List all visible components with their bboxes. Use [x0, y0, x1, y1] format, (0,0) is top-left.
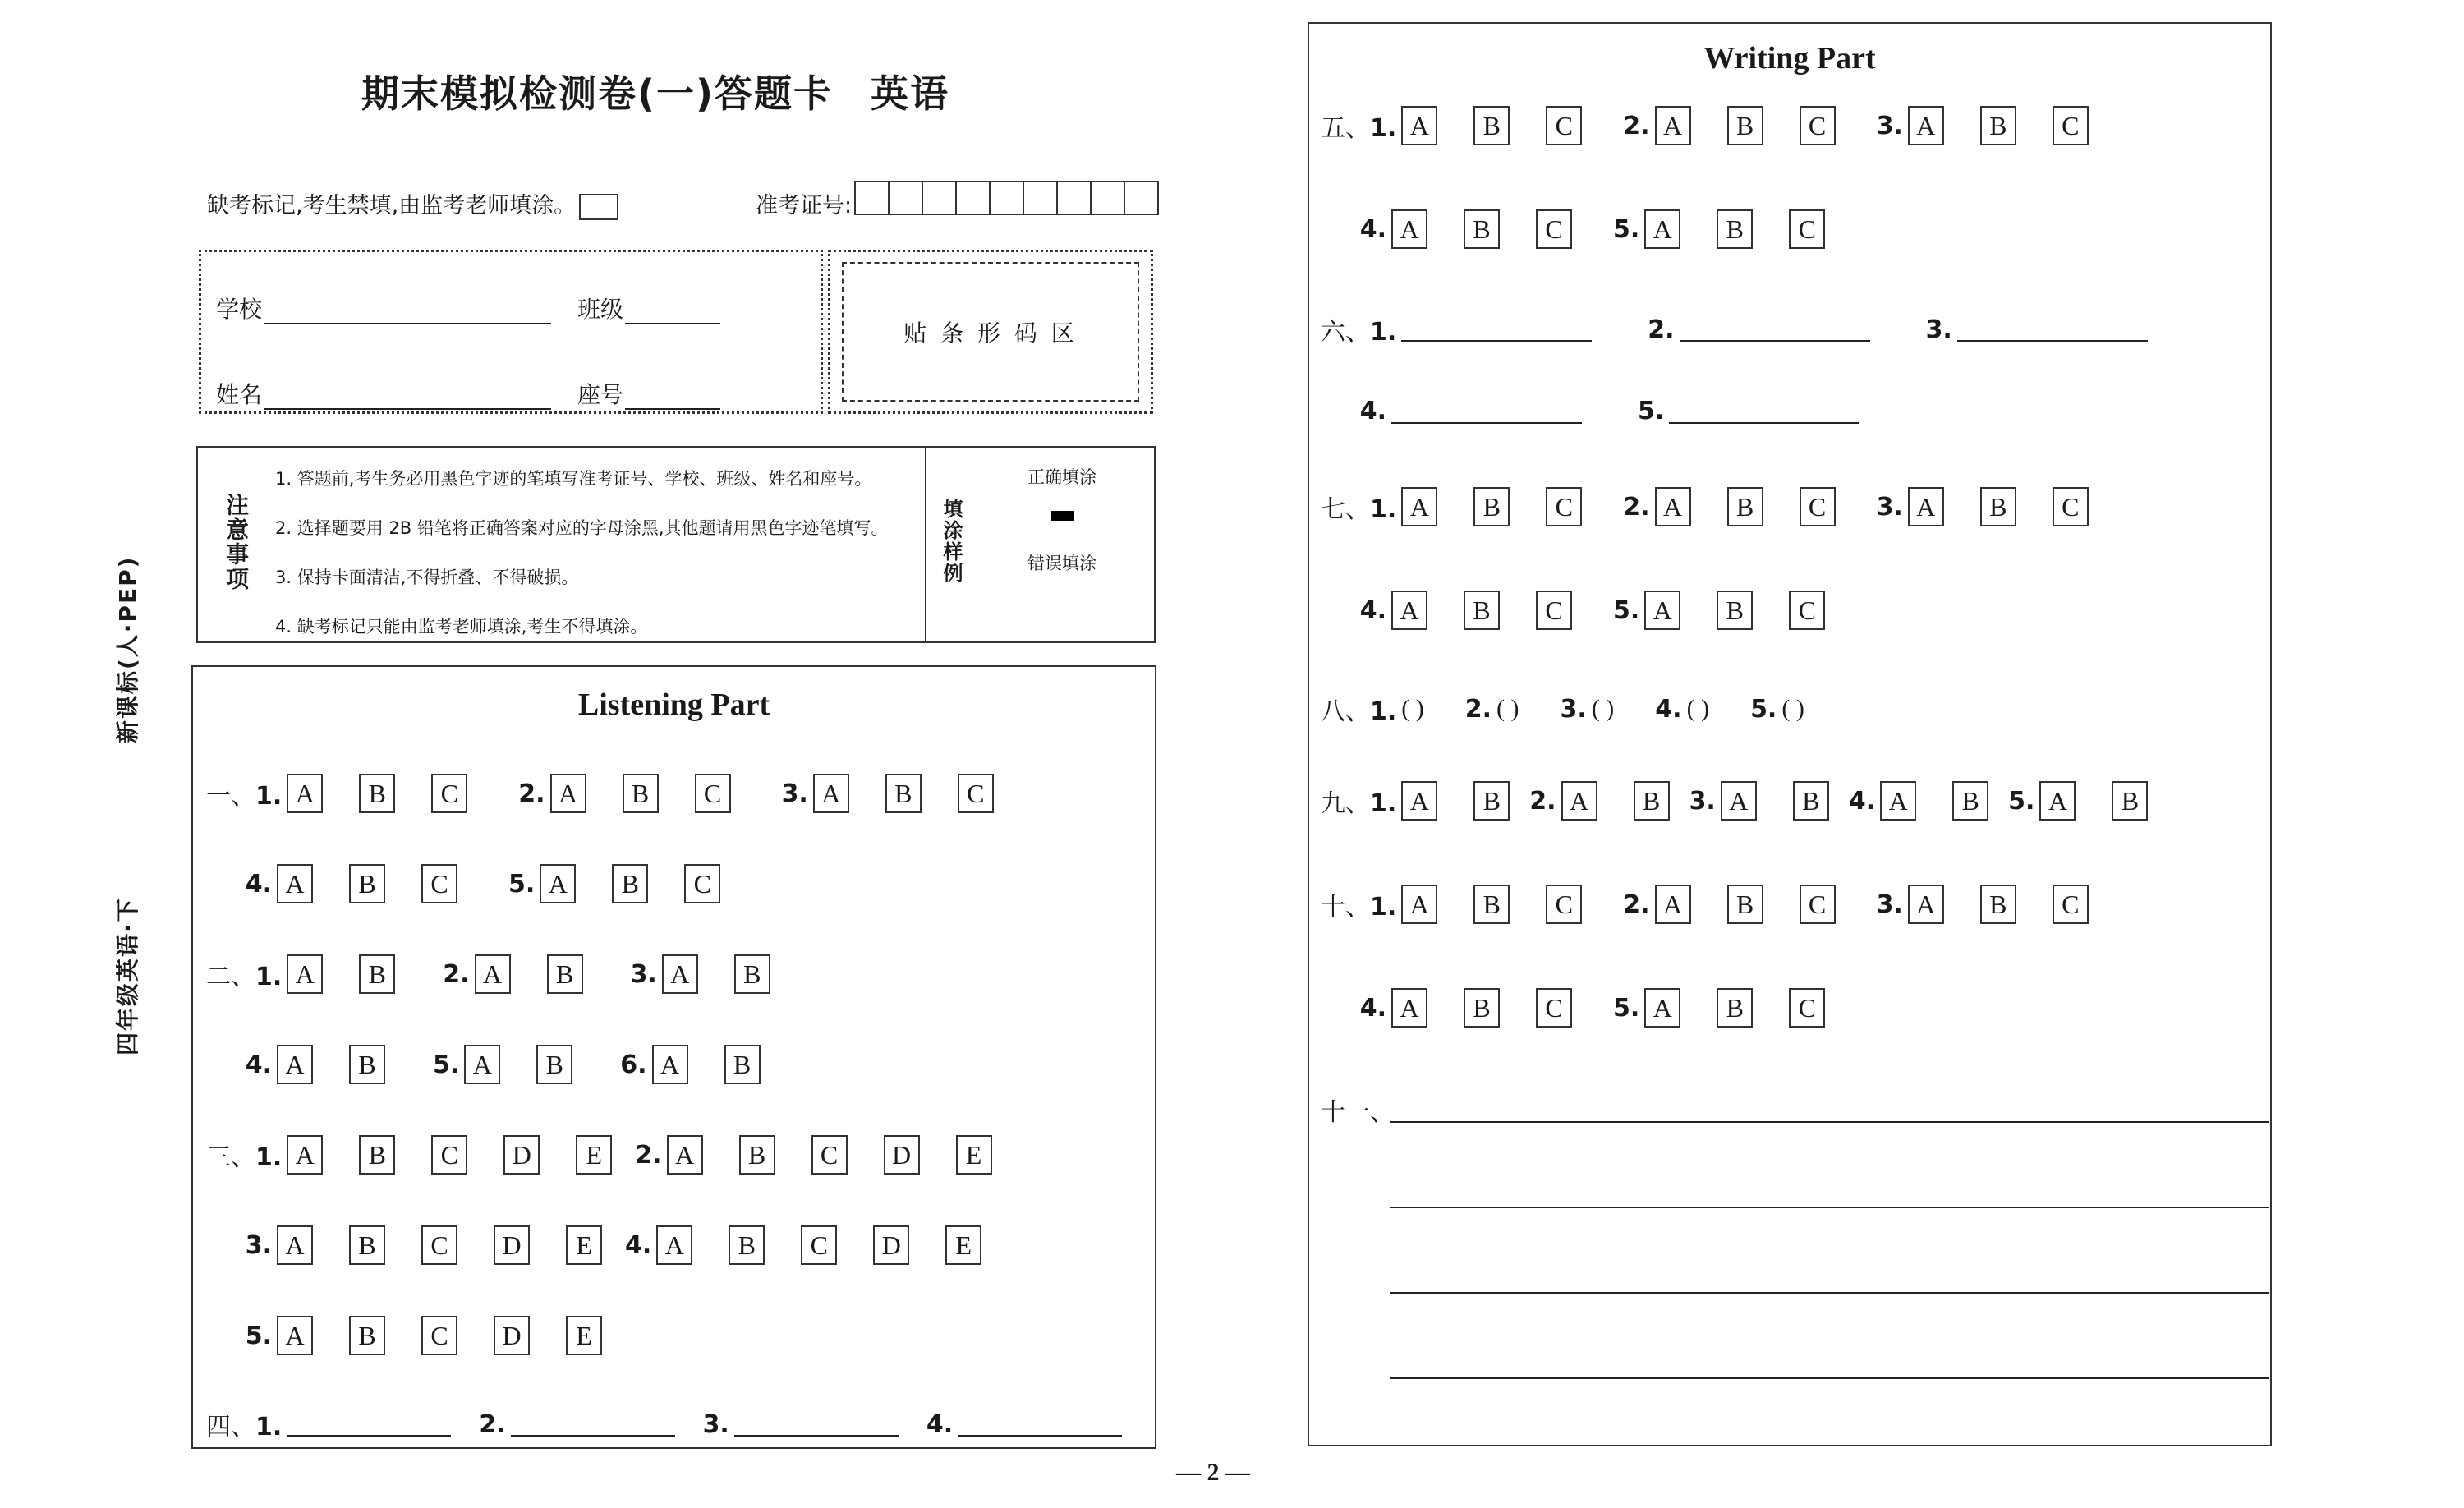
option-a-bubble[interactable]: A: [1401, 781, 1437, 821]
question-number: 2.: [1648, 315, 1675, 344]
option-a-bubble[interactable]: A: [1908, 487, 1944, 526]
answer-paren[interactable]: ( ): [1686, 695, 1710, 722]
notice-box: [196, 446, 1156, 643]
writing-answer-line[interactable]: [1390, 1207, 2269, 1208]
option-a-bubble[interactable]: A: [662, 954, 698, 994]
option-e-bubble[interactable]: E: [566, 1316, 602, 1355]
option-b-bubble[interactable]: B: [359, 954, 395, 994]
question-group: [1623, 106, 1876, 145]
option-c-bubble[interactable]: C: [1789, 988, 1825, 1028]
option-e-bubble[interactable]: E: [576, 1135, 612, 1175]
school-input-line[interactable]: [264, 321, 551, 324]
option-b-bubble[interactable]: B: [1980, 106, 2016, 145]
admission-number-label: 准考证号:: [756, 193, 853, 218]
question-number: 2.: [635, 1140, 662, 1170]
question-row: [1321, 988, 1866, 1028]
answer-paren[interactable]: ( ): [1401, 695, 1424, 722]
question-number: 2.: [479, 1409, 506, 1439]
fill-blank-row: [1321, 311, 2204, 347]
answer-blank[interactable]: [1401, 317, 1592, 342]
option-c-bubble[interactable]: C: [801, 1225, 837, 1265]
option-c-bubble[interactable]: C: [421, 1316, 457, 1355]
question-number: 4.: [1359, 595, 1386, 625]
question-row: [1321, 209, 1866, 249]
seat-field[interactable]: [577, 377, 720, 410]
question-group: [508, 864, 771, 903]
admission-digit-cell[interactable]: [890, 182, 923, 214]
name-field[interactable]: [216, 377, 551, 410]
option-b-bubble[interactable]: B: [1727, 885, 1763, 924]
admission-digit-cell[interactable]: [1024, 182, 1058, 214]
question-number: 八、1.: [1321, 697, 1397, 726]
option-d-bubble[interactable]: D: [503, 1135, 540, 1175]
side-label-curriculum: 新课标(人·PEP): [114, 555, 141, 743]
question-number: 2.: [1464, 694, 1492, 724]
notice-item: 2. 选择题要用 2B 铅笔将正确答案对应的字母涂黑,其他题请用黑色字迹笔填写。: [275, 518, 889, 538]
seat-input-line[interactable]: [625, 407, 720, 410]
section-number: 三、: [206, 1143, 255, 1172]
option-c-bubble[interactable]: C: [431, 1135, 467, 1175]
notice-list: [275, 466, 889, 638]
barcode-area-outer: [828, 250, 1153, 414]
question-row: [206, 1135, 1015, 1175]
answer-blank[interactable]: [1391, 399, 1582, 424]
notice-item: 3. 保持卡面清洁,不得折叠、不得破损。: [275, 568, 579, 587]
question-number: 5.: [508, 869, 536, 899]
option-b-bubble[interactable]: B: [1473, 106, 1510, 145]
title-text: 期末模拟检测卷(一)答题卡: [361, 71, 834, 116]
answer-blank[interactable]: [511, 1412, 675, 1437]
sample-heading: 填涂样例: [940, 499, 963, 584]
question-number: 2.: [1623, 890, 1650, 919]
question-number: 3.: [1876, 890, 1903, 919]
option-c-bubble[interactable]: C: [2053, 885, 2089, 924]
option-b-bubble[interactable]: B: [547, 954, 583, 994]
question-number: 3.: [1876, 492, 1903, 522]
class-input-line[interactable]: [625, 321, 720, 324]
question-number: 5.: [1613, 595, 1640, 625]
section-number: 五、: [1321, 114, 1370, 143]
option-b-bubble[interactable]: B: [1473, 487, 1510, 526]
question-number: 5.: [1613, 214, 1640, 244]
option-b-bubble[interactable]: B: [739, 1135, 775, 1175]
option-b-bubble[interactable]: B: [1464, 591, 1500, 630]
option-c-bubble[interactable]: C: [2053, 487, 2089, 526]
option-a-bubble[interactable]: A: [277, 1225, 313, 1265]
question-group: [1613, 591, 1866, 630]
option-c-bubble[interactable]: C: [1789, 209, 1825, 249]
question-number: 4.: [1655, 694, 1682, 724]
question-group: [1877, 106, 2130, 145]
question-number: 3.: [630, 959, 657, 989]
question-number: 九、1.: [1321, 789, 1397, 818]
question-group: [206, 1316, 625, 1355]
answer-paren[interactable]: ( ): [1496, 695, 1519, 722]
question-group: [206, 954, 443, 994]
option-c-bubble[interactable]: C: [1546, 885, 1582, 924]
fill-blank-row: [206, 1406, 1150, 1442]
option-b-bubble[interactable]: B: [1717, 988, 1753, 1028]
option-d-bubble[interactable]: D: [873, 1225, 909, 1265]
option-a-bubble[interactable]: A: [1644, 591, 1680, 630]
question-number: 4.: [1359, 397, 1386, 425]
question-group: [206, 774, 518, 813]
question-group: [1321, 781, 1529, 821]
question-number: 2.: [1623, 111, 1650, 140]
option-d-bubble[interactable]: D: [494, 1225, 530, 1265]
option-a-bubble[interactable]: A: [1401, 885, 1437, 924]
question-group: [1613, 988, 1866, 1028]
question-number: 5.: [433, 1050, 460, 1079]
question-number: 6.: [620, 1050, 647, 1079]
option-a-bubble[interactable]: A: [1655, 106, 1691, 145]
option-e-bubble[interactable]: E: [945, 1225, 981, 1265]
question-group: [1877, 885, 2130, 924]
answer-blank[interactable]: [734, 1412, 899, 1437]
option-a-bubble[interactable]: A: [287, 954, 323, 994]
answer-blank[interactable]: [1680, 317, 1870, 342]
question-group: [1321, 988, 1613, 1028]
option-a-bubble[interactable]: A: [277, 1316, 313, 1355]
question-number: 四、1.: [206, 1413, 283, 1441]
page-number: — 2 —: [1176, 1459, 1250, 1486]
question-number: 4.: [1848, 786, 1876, 816]
question-group: [635, 1135, 1014, 1175]
option-a-bubble[interactable]: A: [656, 1225, 692, 1265]
writing-title: Writing Part: [1703, 41, 1876, 76]
option-a-bubble[interactable]: A: [1401, 106, 1437, 145]
paren-answer-row: [1321, 691, 1846, 727]
option-b-bubble[interactable]: B: [729, 1225, 765, 1265]
writing-part: [1308, 22, 2272, 1446]
option-c-bubble[interactable]: C: [1789, 591, 1825, 630]
answer-paren[interactable]: ( ): [1781, 695, 1804, 722]
question-number: 一、1.: [206, 782, 283, 811]
section-number: 七、: [1321, 495, 1370, 524]
option-c-bubble[interactable]: C: [1546, 106, 1582, 145]
question-group: [1849, 781, 2008, 821]
question-number: 3.: [245, 1230, 272, 1260]
option-b-bubble[interactable]: B: [349, 1225, 385, 1265]
question-row: [206, 1225, 1004, 1265]
option-b-bubble[interactable]: B: [724, 1045, 761, 1084]
question-row: [1321, 781, 2167, 821]
class-label: 班级: [577, 296, 624, 323]
option-b-bubble[interactable]: B: [1473, 781, 1510, 821]
question-number: 4.: [245, 869, 272, 899]
option-a-bubble[interactable]: A: [1644, 988, 1680, 1028]
option-b-bubble[interactable]: B: [536, 1045, 572, 1084]
question-group: [1321, 885, 1623, 924]
admission-number-grid: [854, 181, 1159, 215]
question-number: 4.: [926, 1409, 954, 1439]
option-b-bubble[interactable]: B: [359, 774, 395, 813]
barcode-label: 贴 条 形 码 区: [903, 320, 1078, 347]
seat-label: 座号: [577, 381, 624, 408]
option-a-bubble[interactable]: A: [540, 864, 576, 903]
question-group: [1613, 209, 1866, 249]
option-b-bubble[interactable]: B: [1727, 487, 1763, 526]
question-group: [206, 1045, 433, 1084]
question-number: 3.: [702, 1409, 729, 1439]
option-a-bubble[interactable]: A: [1908, 885, 1944, 924]
option-a-bubble[interactable]: A: [550, 774, 586, 813]
question-number: 2.: [1623, 492, 1650, 522]
student-info-box: [199, 250, 823, 414]
question-number: 3.: [781, 779, 808, 808]
option-c-bubble[interactable]: C: [1536, 988, 1572, 1028]
option-b-bubble[interactable]: B: [1980, 885, 2016, 924]
option-c-bubble[interactable]: C: [421, 864, 457, 903]
class-field[interactable]: [577, 292, 720, 324]
question-number: 三、1.: [206, 1143, 283, 1172]
option-a-bubble[interactable]: A: [277, 864, 313, 903]
writing-answer-line[interactable]: [1390, 1121, 2269, 1123]
option-c-bubble[interactable]: C: [1536, 591, 1572, 630]
question-number: 4.: [245, 1050, 272, 1079]
question-row: [206, 1316, 625, 1355]
section-number: 九、: [1321, 789, 1370, 818]
section-number: 四、: [206, 1413, 255, 1441]
option-b-bubble[interactable]: B: [1980, 487, 2016, 526]
option-c-bubble[interactable]: C: [431, 774, 467, 813]
option-b-bubble[interactable]: B: [349, 864, 385, 903]
option-c-bubble[interactable]: C: [958, 774, 994, 813]
notice-divider: [925, 448, 926, 641]
option-a-bubble[interactable]: A: [1391, 209, 1427, 249]
option-c-bubble[interactable]: C: [1800, 487, 1836, 526]
question-group: [2008, 781, 2167, 821]
question-number: 5.: [1613, 993, 1640, 1023]
question-group: [1877, 487, 2130, 526]
section-number: 二、: [206, 963, 255, 991]
option-a-bubble[interactable]: A: [2039, 781, 2076, 821]
correct-fill-sample: [1051, 511, 1074, 521]
question-row: [1321, 885, 2130, 924]
option-b-bubble[interactable]: B: [1634, 781, 1670, 821]
question-group: [206, 1135, 635, 1175]
absent-marker-checkbox[interactable]: [579, 194, 618, 220]
question-group: [433, 1045, 620, 1084]
option-a-bubble[interactable]: A: [813, 774, 849, 813]
question-row: [206, 774, 1045, 813]
question-number: 2.: [443, 959, 470, 989]
absent-marker-row: [207, 187, 618, 220]
option-a-bubble[interactable]: A: [667, 1135, 703, 1175]
option-a-bubble[interactable]: A: [475, 954, 511, 994]
option-b-bubble[interactable]: B: [1717, 591, 1753, 630]
option-b-bubble[interactable]: B: [885, 774, 922, 813]
answer-blank[interactable]: [1957, 317, 2148, 342]
question-group: [206, 1225, 625, 1265]
section-number: 十、: [1321, 893, 1370, 922]
option-b-bubble[interactable]: B: [1727, 106, 1763, 145]
question-row: [206, 954, 818, 994]
school-field[interactable]: [216, 292, 551, 324]
option-c-bubble[interactable]: C: [1800, 106, 1836, 145]
option-c-bubble[interactable]: C: [684, 864, 720, 903]
writing-answer-line[interactable]: [1390, 1292, 2269, 1294]
option-a-bubble[interactable]: A: [1391, 988, 1427, 1028]
barcode-area: [842, 262, 1139, 402]
answer-blank[interactable]: [958, 1412, 1122, 1437]
question-number: 4.: [1359, 993, 1386, 1023]
question-number: 3.: [1876, 111, 1903, 140]
option-a-bubble[interactable]: A: [652, 1045, 688, 1084]
admission-digit-cell[interactable]: [1125, 182, 1157, 214]
name-input-line[interactable]: [264, 407, 551, 410]
notice-item: 1. 答题前,考生务必用黑色字迹的笔填写准考证号、学校、班级、姓名和座号。: [275, 469, 872, 489]
question-group: [631, 954, 818, 994]
absent-marker-label: 缺考标记,考生禁填,由监考老师填涂。: [207, 193, 577, 218]
option-b-bubble[interactable]: B: [1952, 781, 1988, 821]
question-row: [1321, 106, 2130, 145]
question-number: 十、1.: [1321, 893, 1397, 922]
section-number: 六、: [1321, 318, 1370, 347]
question-number: 2.: [1529, 786, 1556, 816]
question-group: [1321, 209, 1613, 249]
option-a-bubble[interactable]: A: [1401, 487, 1437, 526]
option-a-bubble[interactable]: A: [1561, 781, 1597, 821]
option-a-bubble[interactable]: A: [1655, 487, 1691, 526]
side-label-grade: 四年级英语·下: [114, 897, 141, 1055]
option-b-bubble[interactable]: B: [1473, 885, 1510, 924]
admission-digit-cell[interactable]: [1092, 182, 1125, 214]
question-row: [206, 1045, 808, 1084]
option-b-bubble[interactable]: B: [349, 1316, 385, 1355]
admission-digit-cell[interactable]: [957, 182, 991, 214]
option-a-bubble[interactable]: A: [1908, 106, 1944, 145]
option-a-bubble[interactable]: A: [1880, 781, 1916, 821]
question-row: [1321, 591, 1866, 630]
name-label: 姓名: [216, 381, 263, 408]
listening-part: [191, 665, 1156, 1449]
admission-digit-cell[interactable]: [1058, 182, 1092, 214]
option-b-bubble[interactable]: B: [1717, 209, 1753, 249]
admission-digit-cell[interactable]: [856, 182, 890, 214]
question-number: 七、1.: [1321, 495, 1397, 524]
question-number: 3.: [1925, 315, 1952, 344]
option-a-bubble[interactable]: A: [277, 1045, 313, 1084]
correct-fill-label: 正确填涂: [1027, 467, 1096, 487]
question-number: 5.: [2008, 786, 2035, 816]
option-e-bubble[interactable]: E: [566, 1225, 602, 1265]
option-a-bubble[interactable]: A: [1391, 591, 1427, 630]
option-d-bubble[interactable]: D: [494, 1316, 530, 1355]
question-group: [782, 774, 1045, 813]
section-number: 八、: [1321, 697, 1370, 726]
question-group: [1529, 781, 1689, 821]
option-b-bubble[interactable]: B: [2112, 781, 2148, 821]
question-group: [1623, 885, 1876, 924]
card-title: [361, 64, 949, 118]
answer-blank[interactable]: [287, 1412, 451, 1437]
option-b-bubble[interactable]: B: [1793, 781, 1829, 821]
question-group: [1321, 591, 1613, 630]
question-group: [1321, 487, 1623, 526]
option-a-bubble[interactable]: A: [287, 774, 323, 813]
option-a-bubble[interactable]: A: [1721, 781, 1757, 821]
section-number: 一、: [206, 782, 255, 811]
question-group: [620, 1045, 807, 1084]
admission-digit-cell[interactable]: [923, 182, 957, 214]
question-group: [206, 864, 508, 903]
option-e-bubble[interactable]: E: [956, 1135, 992, 1175]
option-a-bubble[interactable]: A: [464, 1045, 500, 1084]
option-b-bubble[interactable]: B: [349, 1045, 385, 1084]
question-number: 3.: [1689, 786, 1716, 816]
wrong-fill-label: 错误填涂: [1027, 554, 1096, 573]
notice-item: 4. 缺考标记只能由监考老师填涂,考生不得填涂。: [275, 617, 648, 637]
question-group: [443, 954, 630, 994]
option-c-bubble[interactable]: C: [695, 774, 731, 813]
school-label: 学校: [216, 296, 263, 323]
question-group: [1623, 487, 1876, 526]
option-c-bubble[interactable]: C: [811, 1135, 848, 1175]
section-number: [1321, 1092, 1395, 1128]
question-group: [1689, 781, 1849, 821]
option-a-bubble[interactable]: A: [287, 1135, 323, 1175]
question-row: [206, 864, 771, 903]
option-b-bubble[interactable]: B: [612, 864, 648, 903]
option-b-bubble[interactable]: B: [623, 774, 659, 813]
option-c-bubble[interactable]: C: [1536, 209, 1572, 249]
question-group: [518, 774, 781, 813]
question-number: 5.: [1638, 397, 1665, 425]
fill-blank-row: [1321, 397, 1915, 425]
question-number: 六、1.: [1321, 318, 1397, 347]
answer-blank[interactable]: [1669, 399, 1859, 424]
option-c-bubble[interactable]: C: [2053, 106, 2089, 145]
listening-title: Listening Part: [577, 687, 770, 722]
question-number: 二、1.: [206, 963, 283, 991]
notice-heading: 注意事项: [223, 493, 250, 591]
question-number: 2.: [518, 779, 545, 808]
option-c-bubble[interactable]: C: [421, 1225, 457, 1265]
option-c-bubble[interactable]: C: [1546, 487, 1582, 526]
answer-paren[interactable]: ( ): [1591, 695, 1615, 722]
question-number: 3.: [1560, 694, 1587, 724]
question-row: [1321, 487, 2130, 526]
question-number: 五、1.: [1321, 114, 1397, 143]
option-c-bubble[interactable]: C: [1800, 885, 1836, 924]
option-a-bubble[interactable]: A: [1644, 209, 1680, 249]
option-d-bubble[interactable]: D: [884, 1135, 920, 1175]
question-number: 5.: [245, 1321, 272, 1350]
section-number: 十一、: [1321, 1098, 1395, 1127]
option-b-bubble[interactable]: B: [1464, 209, 1500, 249]
subject-text: 英语: [871, 71, 950, 116]
option-b-bubble[interactable]: B: [1464, 988, 1500, 1028]
question-number: 4.: [625, 1230, 652, 1260]
question-number: 5.: [1750, 694, 1777, 724]
question-number: 4.: [1359, 214, 1386, 244]
option-b-bubble[interactable]: B: [359, 1135, 395, 1175]
admission-digit-cell[interactable]: [991, 182, 1024, 214]
option-b-bubble[interactable]: B: [734, 954, 770, 994]
question-group: [1321, 106, 1623, 145]
question-group: [625, 1225, 1004, 1265]
option-a-bubble[interactable]: A: [1655, 885, 1691, 924]
writing-answer-line[interactable]: [1390, 1377, 2269, 1379]
